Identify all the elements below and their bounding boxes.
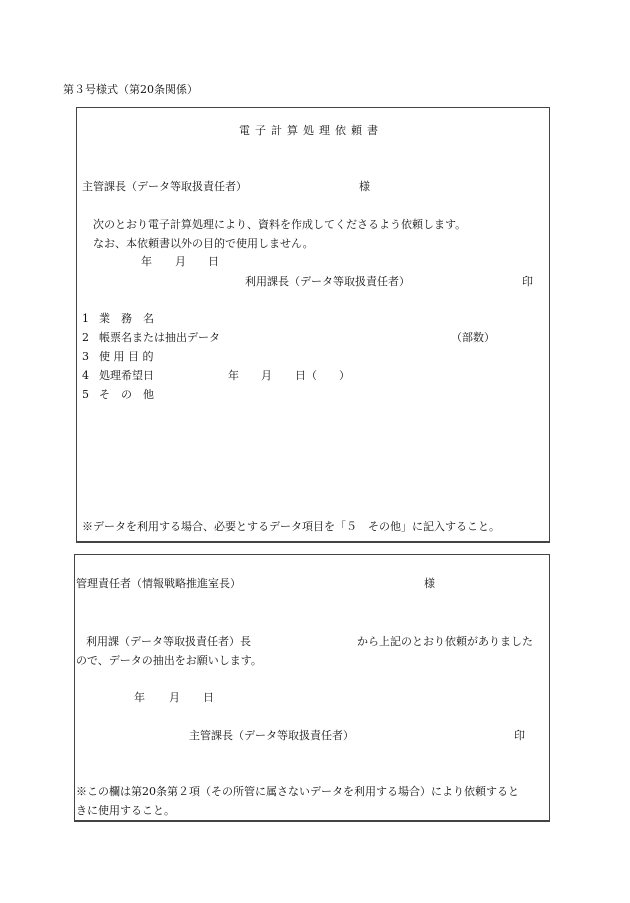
forward-signer: 主管課長（データ等取扱責任者）	[189, 729, 354, 742]
forward-honorific: 様	[424, 577, 435, 590]
item-date-year: 年	[228, 369, 239, 382]
request-date-day: 日	[208, 255, 219, 268]
item-number: 4	[82, 369, 89, 382]
request-date-year: 年	[141, 255, 152, 268]
request-date-month: 月	[175, 255, 186, 268]
request-form-box	[76, 107, 550, 543]
request-honorific: 様	[359, 180, 370, 193]
forward-body-line1a: 利用課（データ等取扱責任者）長	[86, 635, 251, 648]
form-title: 電子計算処理依頼書	[239, 124, 383, 137]
requester-title: 利用課長（データ等取扱責任者）	[245, 275, 410, 288]
item-number: 2	[82, 331, 89, 344]
forward-date-month: 月	[169, 691, 180, 704]
item-label: そ の 他	[99, 388, 154, 401]
requester-seal: 印	[522, 275, 533, 288]
item-copies-label: （部数）	[451, 331, 495, 344]
forward-addressee: 管理責任者（情報戦略推進室長）	[76, 577, 241, 590]
forward-date-day: 日	[203, 691, 214, 704]
request-body-line1: 次のとおり電子計算処理により、資料を作成してくださるよう依頼します。	[93, 218, 467, 231]
form-number: 第３号様式（第20条関係）	[63, 83, 198, 96]
forward-date-year: 年	[134, 691, 145, 704]
forward-body-line2: ので、データの抽出をお願いします。	[76, 654, 262, 667]
forward-form-box	[74, 554, 550, 822]
item-label: 使 用 目 的	[99, 350, 154, 363]
item-label: 処理希望日	[99, 369, 154, 382]
item-date-day: 日（ ）	[295, 369, 350, 382]
item-label: 帳票名または抽出データ	[99, 331, 220, 344]
request-addressee: 主管課長（データ等取扱責任者）	[82, 180, 247, 193]
forward-body-line1b: から上記のとおり依頼がありました	[357, 635, 533, 648]
item-number: 3	[82, 350, 89, 363]
request-body-line2: なお、本依頼書以外の目的で使用しません。	[93, 237, 314, 250]
item-date-month: 月	[261, 369, 272, 382]
item-number: 5	[82, 388, 89, 401]
forward-seal: 印	[514, 729, 525, 742]
item-label: 業 務 名	[99, 312, 154, 325]
request-note: ※データを利用する場合、必要とするデータ項目を「５ その他」に記入すること。	[82, 520, 500, 533]
forward-note-line1: ※この欄は第20条第２項（その所管に属さないデータを利用する場合）により依頼すると	[76, 785, 519, 798]
forward-note-line2: きに使用すること。	[76, 804, 175, 817]
item-number: 1	[82, 312, 89, 325]
